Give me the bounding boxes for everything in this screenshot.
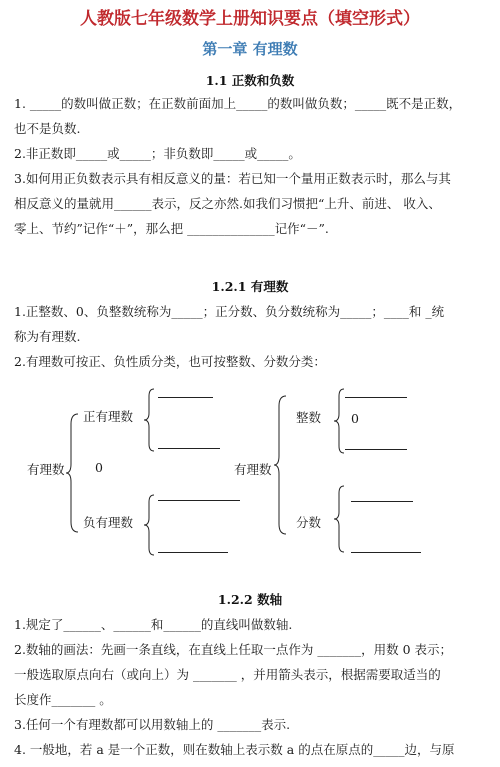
blank-line xyxy=(351,552,421,553)
text-line: 称为有理数. xyxy=(14,329,81,344)
negative-label: 负有理数 xyxy=(83,515,134,530)
chapter-heading: 第一章 有理数 xyxy=(202,40,298,58)
text-line: 一般选取原点向右（或向上）为 _______ ，并用箭头表示，根据需要取适当的 xyxy=(14,667,441,682)
text-line: 3.任何一个有理数都可以用数轴上的 _______表示. xyxy=(14,717,291,732)
blank-line xyxy=(345,449,407,450)
positive-brace xyxy=(144,387,156,453)
text-line: 2.有理数可按正、负性质分类，也可按整数、分数分类： xyxy=(14,354,326,369)
text-line: 1.规定了______、______和______的直线叫做数轴. xyxy=(14,617,293,632)
section-heading-1-2-1: 1.2.1 有理数 xyxy=(211,279,289,294)
text-line: 1.正整数、0、负整数统称为_____；正分数、负分数统称为_____；____和 _统 xyxy=(14,304,445,319)
integer-label: 整数 xyxy=(296,410,322,425)
blank-line xyxy=(158,448,220,449)
integer-zero-label: 0 xyxy=(351,411,359,426)
text-line: 2.非正数即_____或_____；非负数即_____或_____。 xyxy=(14,146,301,161)
section-1-2-1-text xyxy=(14,299,494,374)
blank-line xyxy=(345,397,407,398)
text-line: 长度作_______ 。 xyxy=(14,692,112,707)
blank-line xyxy=(158,397,213,398)
right-root-label: 有理数 xyxy=(234,462,272,477)
text-line: 1. _____的数叫做正数；在正数前面加上_____的数叫做负数；_____既不是正数， xyxy=(14,96,462,111)
negative-brace xyxy=(144,493,156,557)
blank-line xyxy=(158,500,240,501)
section-heading-1-2-2: 1.2.2 数轴 xyxy=(217,592,283,607)
left-root-label: 有理数 xyxy=(27,462,65,477)
text-line: 相反意义的量就用______表示，反之亦然.如我们习惯把“上升、前进、 收入、 xyxy=(14,196,441,211)
right-root-brace xyxy=(274,394,288,536)
positive-label: 正有理数 xyxy=(83,409,134,424)
text-line: 4. 一般地，若 a 是一个正数，则在数轴上表示数 a 的点在原点的_____边，与原 xyxy=(14,742,455,757)
fraction-brace xyxy=(334,484,346,554)
section-1-2-2-text xyxy=(14,612,494,762)
text-line: 也不是负数. xyxy=(14,121,81,136)
page-title: 人教版七年级数学上册知识要点（填空形式） xyxy=(80,9,420,29)
text-line: 零上、节约”记作“＋”，那么把 ______________记作“－”. xyxy=(14,221,329,236)
text-line: 3.如何用正负数表示具有相反意义的量：若已知一个量用正数表示时，那么与其 xyxy=(14,171,451,186)
blank-line xyxy=(351,501,413,502)
blank-line xyxy=(158,552,228,553)
text-line: 2.数轴的画法：先画一条直线，在直线上任取一点作为 _______，用数 0 表示； xyxy=(14,642,453,657)
left-root-brace xyxy=(66,412,80,534)
zero-label: 0 xyxy=(95,460,103,475)
section-1-1-text xyxy=(14,91,494,241)
fraction-label: 分数 xyxy=(296,515,322,530)
section-heading-1-1: 1.1 正数和负数 xyxy=(205,73,295,88)
